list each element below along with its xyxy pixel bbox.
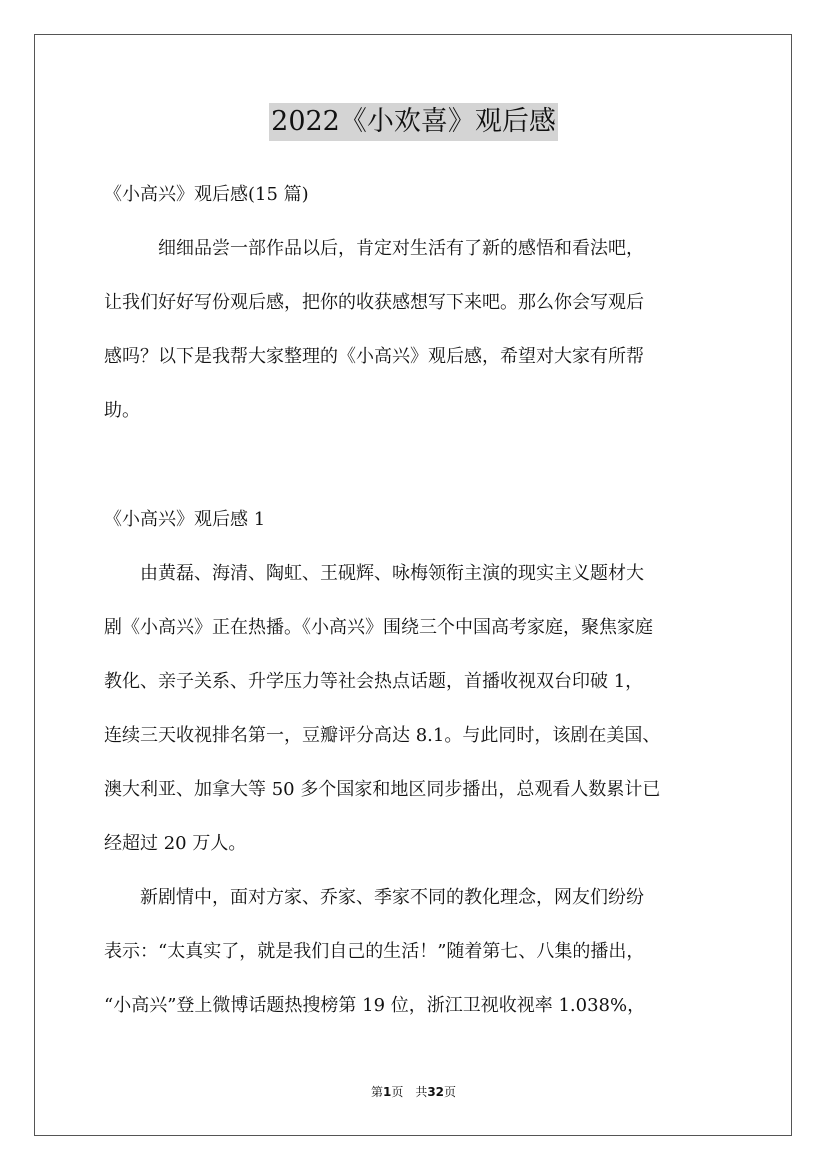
page-prefix: 第 xyxy=(370,1085,383,1099)
page-mid: 页 共 xyxy=(391,1085,428,1099)
paragraph1-line: 教化、亲子关系、升学压力等社会热点话题，首播收视双台印破 1， xyxy=(104,671,644,692)
page-suffix: 页 xyxy=(444,1085,457,1099)
intro-line: 让我们好好写份观后感，把你的收获感想写下来吧。那么你会写观后 xyxy=(104,292,644,313)
paragraph2-line: 新剧情中，面对方家、乔家、季家不同的教化理念，网友们纷纷 xyxy=(104,887,644,908)
paragraph1-line: 经超过 20 万人。 xyxy=(104,833,247,854)
paragraph1-line: 剧《小高兴》正在热播。《小高兴》围绕三个中国高考家庭，聚焦家庭 xyxy=(104,617,653,638)
intro-line: 感吗？以下是我帮大家整理的《小高兴》观后感，希望对大家有所帮 xyxy=(104,346,644,367)
page-current: 1 xyxy=(382,1085,392,1099)
intro-line: 助。 xyxy=(104,400,140,421)
paragraph1-line: 连续三天收视排名第一，豆瓣评分高达 8.1。与此同时，该剧在美国、 xyxy=(104,725,661,746)
paragraph2-line: 表示：“太真实了，就是我们自己的生活！”随着第七、八集的播出， xyxy=(104,941,645,962)
page-total: 32 xyxy=(427,1085,445,1099)
subtitle: 《小高兴》观后感(15 篇) xyxy=(104,184,309,205)
page-footer xyxy=(0,1084,827,1100)
section-heading: 《小高兴》观后感 1 xyxy=(104,509,266,530)
paragraph2-line: “小高兴”登上微博话题热搜榜第 19 位，浙江卫视收视率 1.038%， xyxy=(104,995,646,1016)
title-container xyxy=(0,103,827,141)
intro-line: 细细品尝一部作品以后，肯定对生活有了新的感悟和看法吧， xyxy=(104,238,644,259)
document-title: 2022《小欢喜》观后感 xyxy=(269,103,558,141)
paragraph1-line: 澳大利亚、加拿大等 50 多个国家和地区同步播出，总观看人数累计已 xyxy=(104,779,661,800)
paragraph1-line: 由黄磊、海清、陶虹、王砚辉、咏梅领衔主演的现实主义题材大 xyxy=(104,563,644,584)
